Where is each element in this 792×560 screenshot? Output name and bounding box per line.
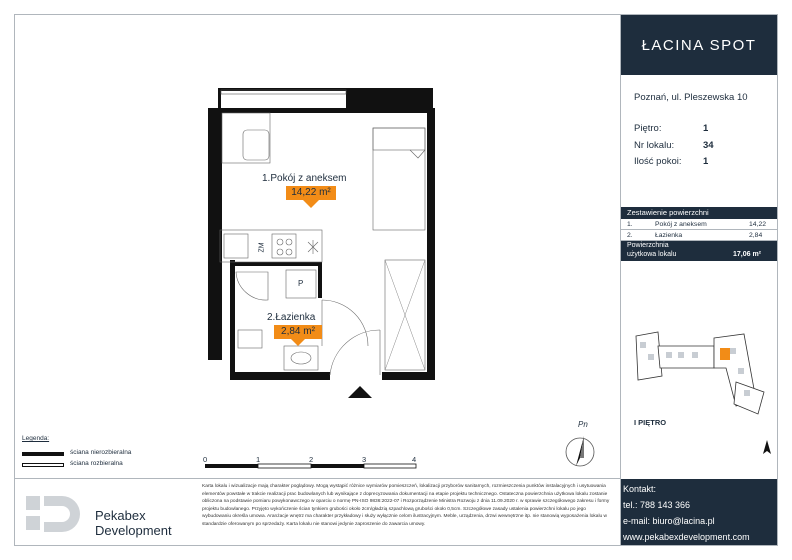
total-value: 17,06 m²	[733, 251, 762, 258]
north-arrow-icon	[560, 428, 600, 472]
summary-row-name: Pokój z aneksem	[655, 221, 707, 228]
contact-box	[621, 479, 777, 545]
summary-total	[621, 241, 777, 261]
summary-title: Zestawienie powierzchni	[621, 207, 777, 219]
room-2-name: 2.Łazienka	[267, 312, 316, 323]
summary-row-name: Łazienka	[655, 232, 683, 239]
total-label-line2: użytkowa lokalu	[627, 251, 677, 258]
rooms-count-key: Ilość pokoi:	[634, 156, 682, 167]
legend-item-structural: ściana nierozbieralna	[70, 449, 132, 456]
room-1-area-unit: m²	[319, 187, 331, 198]
contact-title: Kontakt:	[623, 484, 657, 494]
legend-swatch-partition	[22, 463, 64, 467]
room-1-name: 1.Pokój z aneksem	[262, 173, 347, 184]
developer-name-line1: Pekabex	[95, 508, 146, 523]
summary-row	[621, 230, 777, 241]
summary-row-area: 2,84	[749, 232, 763, 239]
summary-row	[621, 219, 777, 230]
brand-logo: ŁACINA SPOT	[621, 15, 777, 75]
legend-swatch-structural	[22, 452, 64, 456]
address: Poznań, ul. Pleszewska 10	[634, 92, 748, 103]
room-1-area-pointer	[303, 200, 319, 208]
key-plan	[626, 328, 776, 418]
key-plan-floor-label: I PIĘTRO	[634, 418, 667, 427]
room-2-area-value: 2,84	[281, 326, 301, 337]
floor-label-key: Piętro:	[634, 123, 662, 134]
pekabex-logo-icon	[22, 492, 86, 536]
key-plan-north-icon	[762, 440, 772, 456]
summary-row-area: 14,22	[749, 221, 767, 228]
scale-label-4: 4	[412, 455, 417, 464]
summary-row-no: 1.	[627, 221, 633, 228]
contact-email[interactable]: e-mail: biuro@lacina.pl	[623, 516, 715, 526]
scale-label-2: 2	[309, 455, 314, 464]
legend-item-partition: ściana rozbieralna	[70, 460, 123, 467]
summary-row-no: 2.	[627, 232, 633, 239]
scale-label-3: 3	[362, 455, 367, 464]
fridge-label: ZM	[258, 242, 266, 253]
unit-number-key: Nr lokalu:	[634, 140, 675, 151]
rooms-count-value: 1	[703, 156, 709, 167]
north-label: Pn	[578, 420, 588, 429]
scale-label-0: 0	[203, 455, 208, 464]
room-2-area	[274, 325, 322, 339]
developer-name-line2: Development	[95, 523, 172, 538]
room-2-area-unit: m²	[303, 326, 315, 337]
total-label-line1: Powierzchnia	[627, 242, 669, 249]
scale-label-1: 1	[256, 455, 261, 464]
room-1-area-value: 14,22	[291, 187, 317, 198]
footer-divider	[14, 478, 620, 479]
floor-value: 1	[703, 123, 709, 134]
room-1-area	[286, 186, 336, 200]
developer-name	[95, 508, 172, 538]
panel-divider	[620, 14, 621, 546]
legend-title: Legenda:	[22, 435, 50, 442]
contact-website[interactable]: www.pekabexdevelopment.com	[623, 532, 750, 542]
contact-phone[interactable]: tel.: 788 143 366	[623, 500, 691, 510]
disclaimer: Karta lokalu i wizualizacje mają charakter poglądowy. Mogą wystąpić różnice wymiarów pomieszczeń, lokalizacji przyborów sanitarnych, rozmieszczenia punktów instalacyjnych i usytuowania elementów powstałe w trakcie realizacji prac budowlanych lub wynikające z doprecyzowania dokumentacji na etapie projektu technicznego. Ostateczna powierzchnia użytkowa lokalu zostanie obliczona na podstawie pomiaru powykonawczego w oparciu o normę PN-ISO 9836:2022-07 i Rozporządzenie Ministra Rozwoju z dnia 11.09.2020 r. w sprawie szczegółowego zakresu i formy projektu budowlanego. Przyjęto wykończenie ścian tynkiem grubości około 2cm/gładzią szpachlową grubości około 0,5cm. Szczegółowe zasady ustalenia powierzchni lokalu po jego wybudowaniu określa umowa. Aranżacje wnętrz ma charakter przykładowy i służy wyłącznie celom ilustracyjnym. Meble, urządzenia, drzwi wewnętrzne itp. nie stanowią wyposażenia lokalu w standardzie oferowanym po sprzedaży. Karta lokalu nie stanowi jedynie zaproszenie do zawarcia umowy.	[202, 484, 610, 527]
washer-label: P	[298, 279, 304, 288]
unit-number-value: 34	[703, 140, 714, 151]
room-2-area-pointer	[291, 339, 305, 346]
floor-plan	[190, 85, 450, 405]
